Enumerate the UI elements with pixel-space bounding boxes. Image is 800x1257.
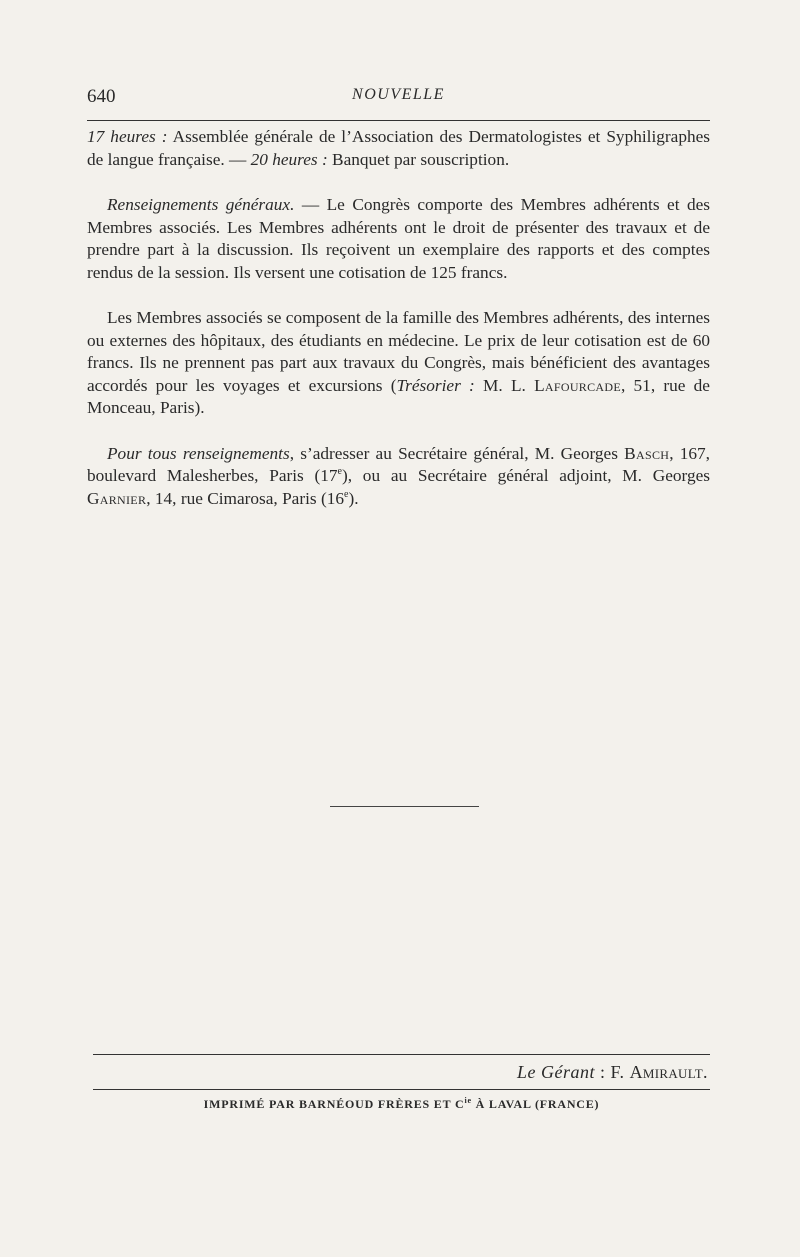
treasurer-name: Lafourcade bbox=[534, 375, 621, 395]
contact-lead: Pour tous renseignements bbox=[107, 443, 290, 463]
associates-text-3: , 51, rue de Monceau, Paris). bbox=[87, 375, 710, 417]
ordinal-sup-2: e bbox=[344, 488, 349, 500]
associates-text-2: M. L. bbox=[474, 375, 535, 395]
page-header bbox=[87, 86, 710, 110]
contact-text-1: , s’adresser au Secrétaire général, M. Georges bbox=[289, 443, 625, 463]
schedule-text-2: Banquet par souscription. bbox=[327, 149, 510, 169]
header-rule bbox=[87, 120, 710, 121]
time-17h: 17 heures : bbox=[87, 127, 168, 146]
running-title: NOUVELLE bbox=[352, 86, 445, 103]
gerant-separator: : F. bbox=[594, 1062, 630, 1082]
imprint-post: À LAVAL (FRANCE) bbox=[471, 1097, 600, 1111]
paragraph-general-info bbox=[87, 194, 710, 284]
schedule-text-1: Assemblée générale de l’Association des Dermatologistes et Syphiligraphes de langue française. — bbox=[87, 127, 710, 169]
contact-text-5: ). bbox=[348, 488, 359, 508]
ordinal-sup-1: e bbox=[337, 466, 342, 478]
treasurer-label: Trésorier : bbox=[396, 375, 475, 395]
gerant-name: Amirault bbox=[629, 1062, 703, 1082]
secretary-name: Basch bbox=[624, 443, 670, 463]
printer-imprint bbox=[93, 1097, 710, 1112]
paragraph-associate-members bbox=[87, 307, 710, 420]
footer-rule-top bbox=[93, 1054, 710, 1055]
associates-text-1: Les Membres associés se composent de la famille des Membres adhérents, des internes ou externes des hôpitaux, des étudiants en médecine. Le prix de leur cotisation est de 60 francs. Ils ne prennent pas part aux travaux du Congrès, mais bénéficient des avantages accordés pour les voyages et excursions ( bbox=[87, 308, 710, 395]
gerant-label: Le Gérant bbox=[516, 1062, 595, 1082]
general-info-lead: Renseignements généraux. bbox=[107, 195, 295, 214]
general-info-text: — Le Congrès comporte des Membres adhérents et des Membres associés. Les Membres adhérents ont le droit de présenter des travaux et de prendre part à la discussion. Ils reçoivent un exemplaire des rapports et des comptes rendus de la session. Ils versent une cotisation de 125 francs. bbox=[87, 195, 710, 282]
contact-text-3: ), ou au Secrétaire général adjoint, M. Georges bbox=[342, 466, 710, 485]
body-text bbox=[87, 126, 710, 510]
section-divider bbox=[330, 806, 479, 807]
page-number: 640 bbox=[87, 86, 116, 107]
gerant-end: . bbox=[703, 1062, 708, 1082]
footer-rule-bottom bbox=[93, 1089, 710, 1090]
paragraph-contact bbox=[87, 443, 710, 511]
contact-text-4: , 14, rue Cimarosa, Paris (16 bbox=[146, 488, 344, 508]
paragraph-schedule bbox=[87, 126, 710, 171]
contact-text-2: , 167, boulevard Malesherbes, Paris (17 bbox=[87, 443, 711, 485]
deputy-secretary-name: Garnier bbox=[87, 488, 147, 508]
imprint-sup: ie bbox=[464, 1096, 472, 1105]
imprint-pre: IMPRIMÉ PAR BARNÉOUD FRÈRES ET C bbox=[203, 1097, 465, 1111]
time-20h: 20 heures : bbox=[250, 149, 328, 169]
gerant-line bbox=[517, 1062, 708, 1083]
